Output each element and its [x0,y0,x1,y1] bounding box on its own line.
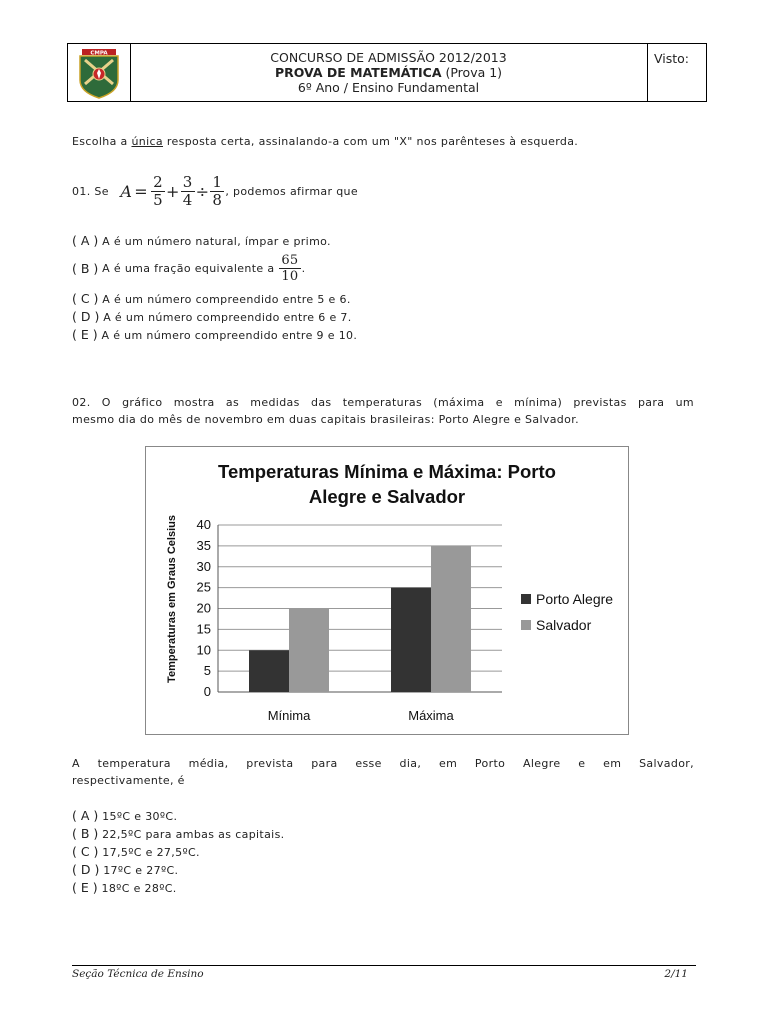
q2-option-b[interactable]: ( B ) 22,5ºC para ambas as capitais. [72,826,285,841]
exam-title: CONCURSO DE ADMISSÃO 2012/2013 [270,50,507,65]
x-category-label: Mínima [267,708,311,723]
chart-svg [146,447,628,734]
page-footer [72,965,696,980]
question-1-stem: 01. Se A = $\frac{2}{5}$ + $\frac{3}{4}$ ÷ $\frac{1}{8}$ , podemos afirmar que [72,172,358,209]
y-tick-label: 40 [196,517,211,532]
chart-title-line2: Alegre e Salvador [308,486,466,507]
exam-header [67,43,707,102]
y-tick-label: 10 [196,642,211,658]
bar-porto-alegre-1 [391,588,431,692]
header-title-block [130,44,648,101]
chart-title-line1: Temperaturas Mínima e Máxima: Porto [218,461,556,482]
x-category-label: Máxima [408,708,454,723]
exam-subject: PROVA DE MATEMÁTICA (Prova 1) [274,65,503,80]
visto-label: Visto: [654,51,690,66]
q2-option-a[interactable]: ( A ) 15ºC e 30ºC. [72,808,178,823]
q2-option-c[interactable]: ( C ) 17,5ºC e 27,5ºC. [72,844,200,859]
bar-salvador-1 [431,546,471,692]
q2-question-line2: respectivamente, é [72,774,185,787]
footer-section: Seção Técnica de Ensino [72,968,204,980]
temperature-chart [145,446,629,735]
crest-icon [68,44,130,101]
q1-option-c[interactable]: ( C ) A é um número compreendido entre 5 e 6. [72,291,351,306]
chart-y-axis-label: Temperaturas em Graus Celsius [166,515,178,683]
legend-label: Salvador [536,617,592,633]
y-tick-label: 20 [196,600,211,616]
q2-stem-line1: 02. O gráfico mostra as medidas das temperaturas (máxima e mínima) previstas para um [72,396,694,409]
bar-porto-alegre-0 [249,650,289,692]
y-tick-label: 30 [196,558,211,574]
y-tick-label: 15 [196,621,211,637]
instructions: Escolha a única resposta certa, assinalando-a com um "X" nos parênteses à esquerda. [72,135,579,148]
legend-swatch [521,620,531,630]
q1-option-a[interactable]: ( A ) A é um número natural, ímpar e primo. [72,233,331,248]
y-tick-label: 5 [203,663,211,679]
q1-option-d[interactable]: ( D ) A é um número compreendido entre 6 e 7. [72,309,352,324]
y-tick-label: 35 [196,537,211,553]
legend-label: Porto Alegre [536,591,614,607]
bar-salvador-0 [289,609,329,693]
y-tick-label: 25 [196,579,211,595]
svg-text:CMPA: CMPA [90,50,108,57]
q2-option-e[interactable]: ( E ) 18ºC e 28ºC. [72,880,177,895]
y-tick-label: 0 [203,684,211,699]
q2-option-d[interactable]: ( D ) 17ºC e 27ºC. [72,862,179,877]
legend-swatch [521,594,531,604]
q2-question-line1: A temperatura média, prevista para esse dia, em Porto Alegre e em Salvador, [72,757,694,770]
exam-grade: 6º Ano / Ensino Fundamental [297,80,480,95]
q1-option-b[interactable]: ( B ) A é uma fração equivalente a $\frac{65}{10}$ . [72,252,306,284]
school-crest [68,44,131,101]
q1-option-e[interactable]: ( E ) A é um número compreendido entre 9 e 10. [72,327,358,342]
q2-stem-line2: mesmo dia do mês de novembro em duas capitais brasileiras: Porto Alegre e Salvador. [72,413,579,426]
page-number: 2/11 [664,968,688,980]
